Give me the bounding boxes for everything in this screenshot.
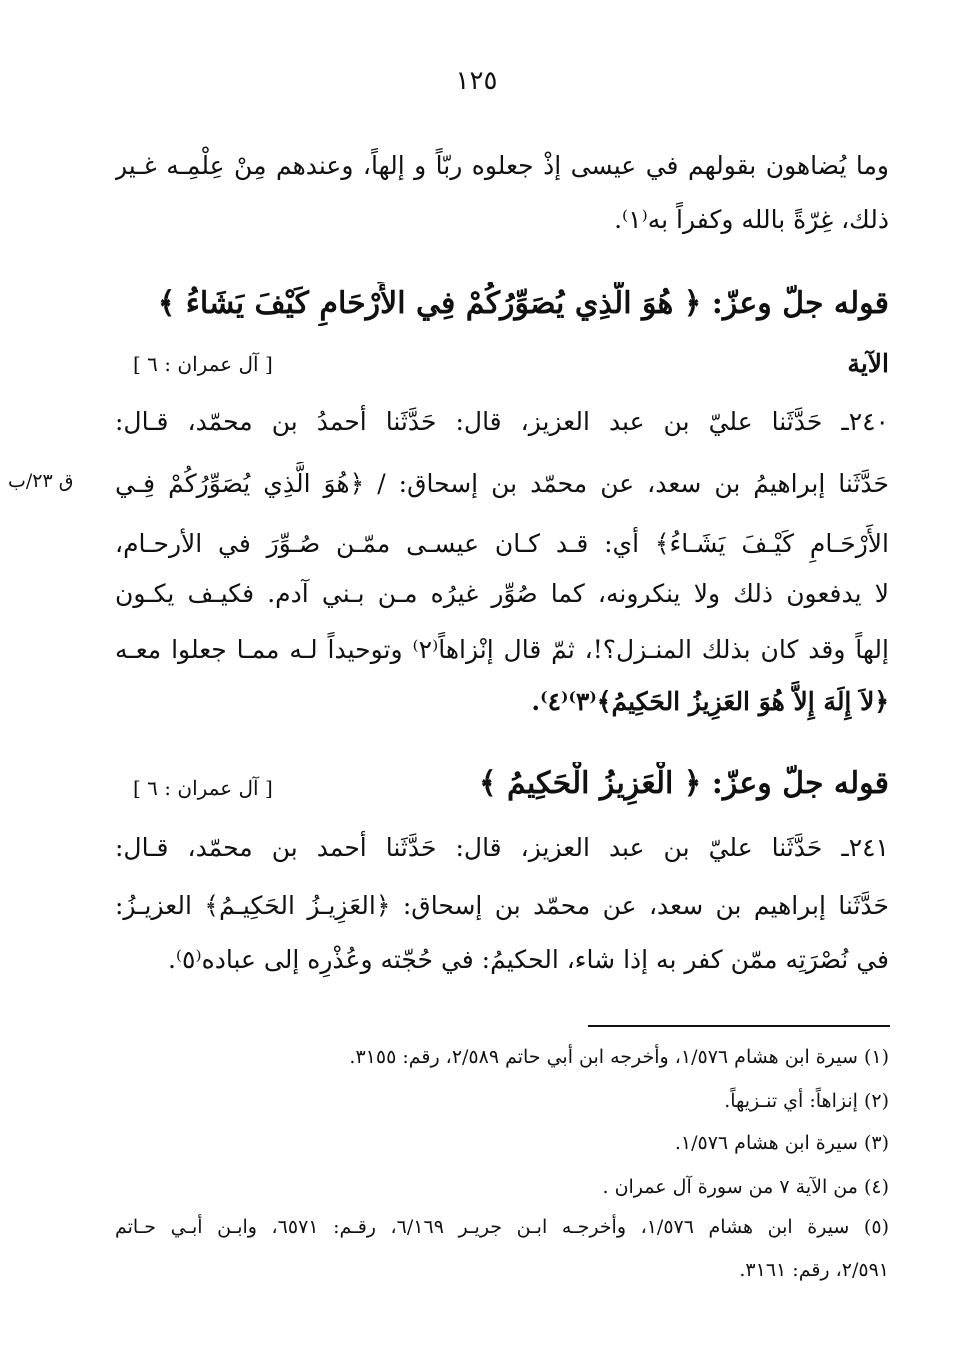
hadith-241-line-1: ٢٤١ـ حَدَّثَنا عليّ بن عبد العزيز، قال: حَدَّثَنا أحمد بن محمّد، قـال: <box>115 833 889 862</box>
hadith-240-line-1: ٢٤٠ـ حَدَّثَنا عليّ بن عبد العزيز، قال: حَدَّثَنا أحمدُ بن محمّد، قـال: <box>115 407 889 436</box>
page-number: ١٢٥ <box>455 66 498 96</box>
hadith-241-line-3: في نُصْرَتِه ممّن كفر به إذا شاء، الحكيمُ: في حُجّته وعُذْرِه إلى عباده⁽٥⁾. <box>167 945 889 974</box>
footnote-5-cont: ٢/٥٩١، رقم: ٣١٦١. <box>739 1259 889 1281</box>
section-heading-1-cont: الآية <box>847 349 889 378</box>
quran-reference-1: [ آل عمران : ٦ ] <box>133 352 273 376</box>
footnote-separator <box>588 1025 890 1027</box>
intro-line-2: ذلك، غِرّةً بالله وكفراً به⁽١⁾. <box>614 205 889 234</box>
hadith-240-line-6: ﴿لاَ إِلَهَ إِلاَّ هُوَ العَزِيزُ الحَكِيمُ﴾⁽٣⁾⁽٤⁾. <box>531 687 889 716</box>
footnote-3: (٣) سيرة ابن هشام ١/٥٧٦. <box>674 1132 889 1154</box>
footnote-5: (٥) سيرة ابن هشام ١/٥٧٦، وأخرجـه ابـن جريـر ٦/١٦٩، رقـم: ٦٥٧١، وابـن أبـي حـاتم <box>115 1216 889 1238</box>
footnote-2: (٢) إنزاهاً: أي تنـزيهاً. <box>724 1090 889 1112</box>
intro-line-1: وما يُضاهون بقولهم في عيسى إذْ جعلوه ربّاً و إلهاً، وعندهم مِنْ عِلْمِـه غـير <box>115 151 889 180</box>
hadith-240-line-4: لا يدفعون ذلك ولا ينكرونه، كما صُوِّر غيرُه مـن بـني آدم. فكيـف يكـون <box>115 579 889 608</box>
footnote-1: (١) سيرة ابن هشام ١/٥٧٦، وأخرجه ابن أبي حاتم ٢/٥٨٩، رقم: ٣١٥٥. <box>349 1046 889 1068</box>
manuscript-margin-note: ق ٢٣/ب <box>8 470 74 492</box>
hadith-240-line-3: الأَرْحَـامِ كَيْـفَ يَشَـاءُ﴾ أي: قـد كـان عيسـى ممّـن صُـوِّرَ في الأرحـام، <box>115 529 889 558</box>
footnote-4: (٤) من الآية ٧ من سورة آل عمران . <box>602 1176 889 1198</box>
quran-reference-2: [ آل عمران : ٦ ] <box>133 776 273 800</box>
hadith-240-line-2: حَدَّثَنا إبراهيمُ بن سعد، عن محمّد بن إسحاق: / ﴿هُوَ الَّذِي يُصَوِّرُكُمْ فِـي <box>115 469 889 498</box>
section-heading-1: قوله جلّ وعزّ: ﴿ هُوَ الَّذِي يُصَوِّرُكُمْ فِي الأَرْحَامِ كَيْفَ يَشَاءُ ﴾ <box>157 286 889 321</box>
section-heading-2: قوله جلّ وعزّ: ﴿ الْعَزِيزُ الْحَكِيمُ ﴾ <box>479 766 889 801</box>
hadith-241-line-2: حَدَّثَنا إبراهيم بن سعد، عن محمّد بن إسحاق: ﴿العَزِيـزُ الحَكِيـمُ﴾ العزيـزُ: <box>115 891 889 920</box>
hadith-240-line-5: إلهاً وقد كان بذلك المنـزل؟!، ثمّ قال إنْزاهاً⁽٢⁾ وتوحيداً لـه ممـا جعلوا معـه <box>115 635 889 664</box>
